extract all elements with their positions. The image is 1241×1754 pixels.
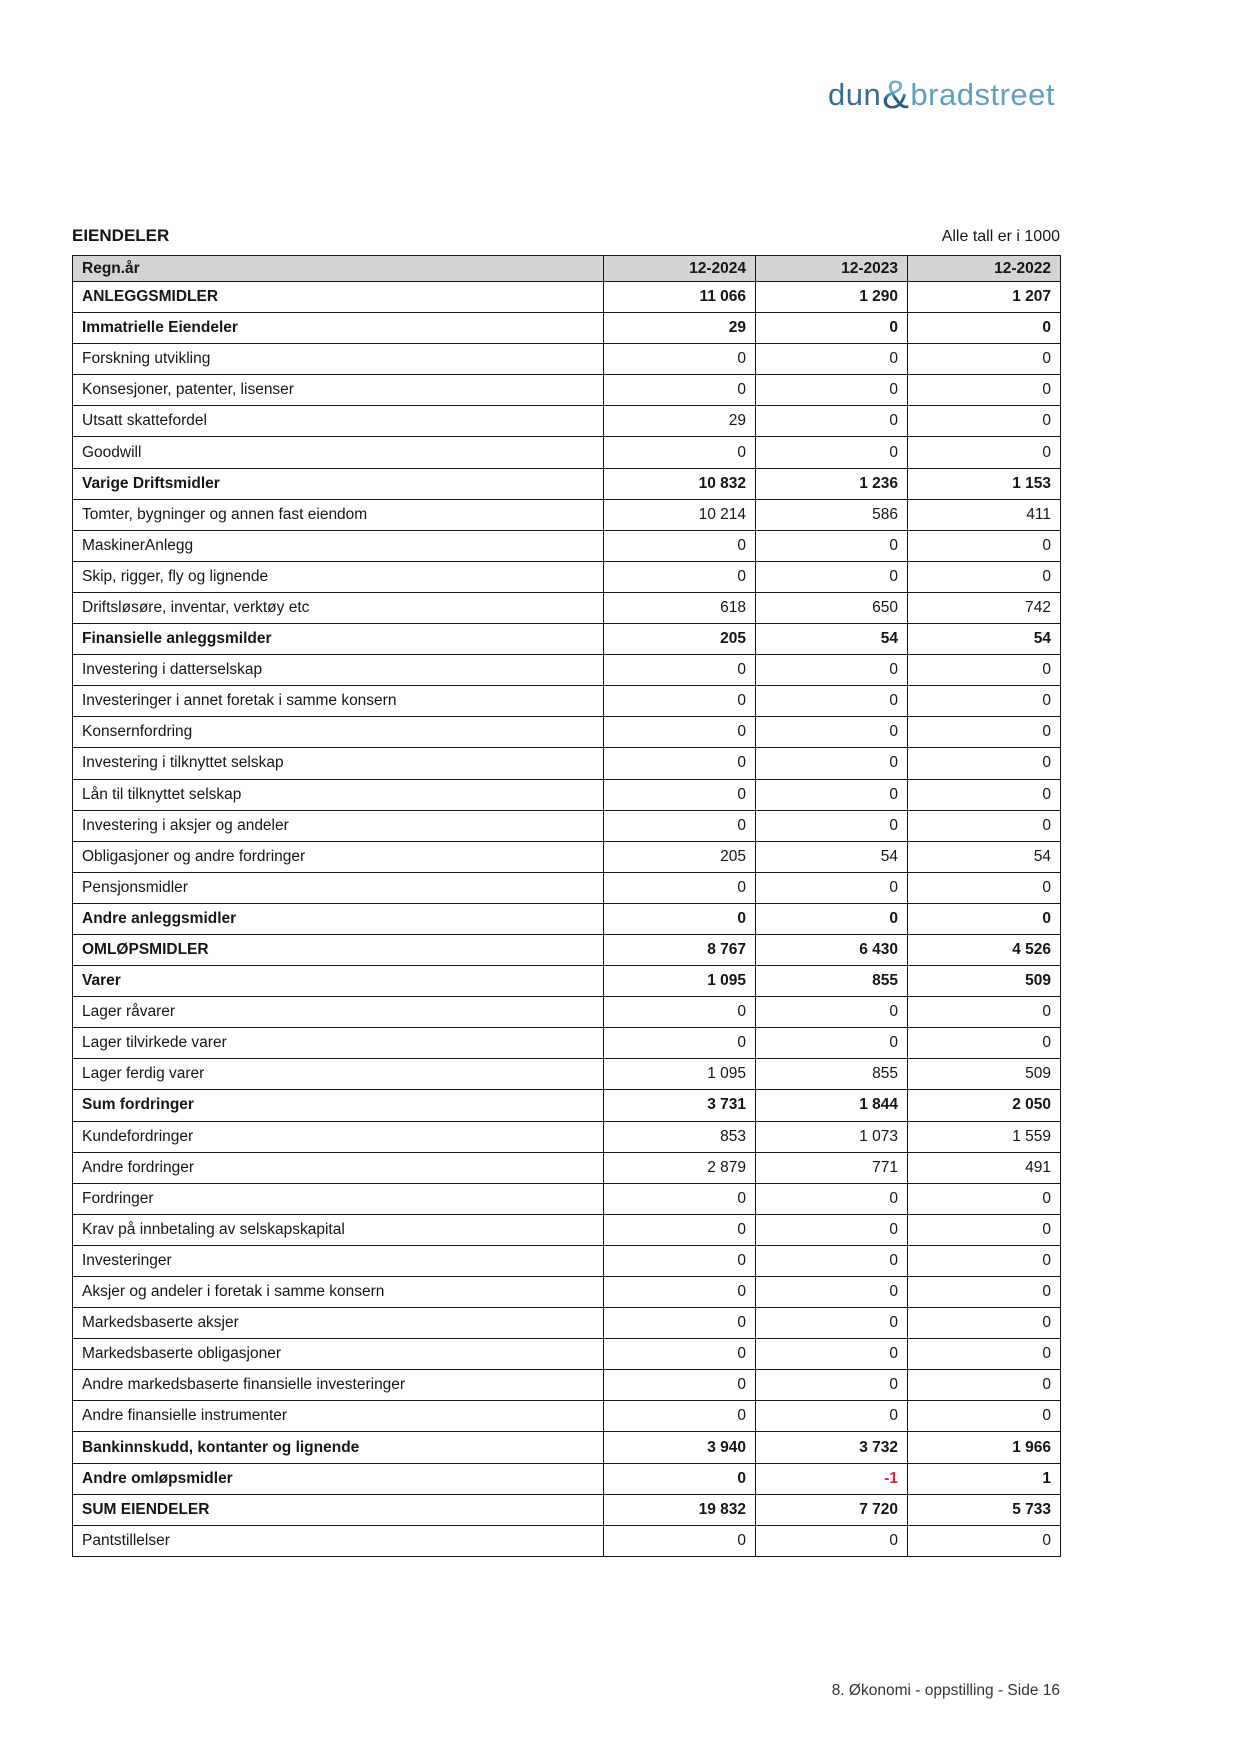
value-cell: 0 (604, 1370, 756, 1401)
value-cell: 0 (756, 997, 908, 1028)
ampersand-icon: & (882, 73, 910, 117)
value-cell: 0 (908, 375, 1061, 406)
value-cell: 0 (604, 1308, 756, 1339)
value-cell: 0 (756, 313, 908, 344)
row-label: Utsatt skattefordel (73, 406, 604, 437)
table-row (73, 903, 1061, 934)
value-cell: 8 767 (604, 934, 756, 965)
table-row (73, 1059, 1061, 1090)
value-cell: 1 844 (756, 1090, 908, 1121)
table-row (73, 841, 1061, 872)
row-label: OMLØPSMIDLER (73, 934, 604, 965)
table-row (73, 1308, 1061, 1339)
value-cell: 0 (604, 1183, 756, 1214)
row-label: Investering i tilknyttet selskap (73, 748, 604, 779)
value-cell: 1 966 (908, 1432, 1061, 1463)
column-header-12-2022: 12-2022 (908, 256, 1061, 282)
value-cell: 509 (908, 1059, 1061, 1090)
row-label: Investeringer (73, 1245, 604, 1276)
value-cell: 0 (604, 1525, 756, 1556)
table-row (73, 1277, 1061, 1308)
row-label: SUM EIENDELER (73, 1494, 604, 1525)
value-cell: 19 832 (604, 1494, 756, 1525)
table-row (73, 1090, 1061, 1121)
value-cell: 0 (756, 437, 908, 468)
row-label: Konsesjoner, patenter, lisenser (73, 375, 604, 406)
table-row (73, 1401, 1061, 1432)
value-cell: 0 (756, 344, 908, 375)
value-cell: 0 (604, 872, 756, 903)
value-cell: 0 (604, 1277, 756, 1308)
row-label: Driftsløsøre, inventar, verktøy etc (73, 592, 604, 623)
value-cell: 3 732 (756, 1432, 908, 1463)
table-row (73, 1370, 1061, 1401)
row-label: Forskning utvikling (73, 344, 604, 375)
value-cell: 54 (908, 841, 1061, 872)
table-row (73, 468, 1061, 499)
value-cell: 1 (908, 1463, 1061, 1494)
value-cell: 11 066 (604, 282, 756, 313)
value-cell: 0 (908, 406, 1061, 437)
value-cell: 1 153 (908, 468, 1061, 499)
row-label: Obligasjoner og andre fordringer (73, 841, 604, 872)
value-cell: 4 526 (908, 934, 1061, 965)
value-cell: 1 236 (756, 468, 908, 499)
table-row (73, 779, 1061, 810)
value-cell: 1 095 (604, 1059, 756, 1090)
value-cell: 1 207 (908, 282, 1061, 313)
value-cell: 0 (604, 530, 756, 561)
value-cell: 742 (908, 592, 1061, 623)
value-cell: 0 (604, 561, 756, 592)
value-cell: 0 (908, 1308, 1061, 1339)
value-cell: 0 (756, 406, 908, 437)
value-cell: 205 (604, 624, 756, 655)
units-note: Alle tall er i 1000 (941, 228, 1060, 245)
logo-text-dun: dun (828, 77, 882, 112)
value-cell: 0 (756, 561, 908, 592)
value-cell: 509 (908, 966, 1061, 997)
table-row (73, 375, 1061, 406)
value-cell: 0 (908, 437, 1061, 468)
table-row (73, 624, 1061, 655)
value-cell: 0 (604, 655, 756, 686)
table-row (73, 499, 1061, 530)
row-label: Markedsbaserte obligasjoner (73, 1339, 604, 1370)
row-label: Tomter, bygninger og annen fast eiendom (73, 499, 604, 530)
value-cell: 0 (908, 1339, 1061, 1370)
value-cell: 205 (604, 841, 756, 872)
value-cell: 1 095 (604, 966, 756, 997)
row-label: Konsernfordring (73, 717, 604, 748)
value-cell: 0 (756, 1525, 908, 1556)
value-cell: 0 (604, 375, 756, 406)
value-cell: 0 (756, 779, 908, 810)
value-cell: 7 720 (756, 1494, 908, 1525)
value-cell: 1 073 (756, 1121, 908, 1152)
value-cell: 0 (604, 1401, 756, 1432)
value-cell: 3 731 (604, 1090, 756, 1121)
row-label: Lån til tilknyttet selskap (73, 779, 604, 810)
table-row (73, 1463, 1061, 1494)
row-label: Markedsbaserte aksjer (73, 1308, 604, 1339)
table-row (73, 934, 1061, 965)
value-cell: 0 (756, 1183, 908, 1214)
value-cell: 54 (756, 841, 908, 872)
value-cell: 0 (604, 1463, 756, 1494)
value-cell: 0 (908, 1277, 1061, 1308)
table-row (73, 810, 1061, 841)
value-cell: 0 (756, 1277, 908, 1308)
value-cell: 54 (908, 624, 1061, 655)
value-cell: 0 (756, 1370, 908, 1401)
value-cell: 0 (604, 903, 756, 934)
table-row (73, 1183, 1061, 1214)
value-cell: 0 (756, 655, 908, 686)
column-header-12-2023: 12-2023 (756, 256, 908, 282)
table-row (73, 561, 1061, 592)
value-cell: 0 (908, 344, 1061, 375)
row-label: Andre anleggsmidler (73, 903, 604, 934)
value-cell: 491 (908, 1152, 1061, 1183)
value-cell: 29 (604, 313, 756, 344)
value-cell: 0 (756, 686, 908, 717)
row-label: Krav på innbetaling av selskapskapital (73, 1214, 604, 1245)
row-label: Varer (73, 966, 604, 997)
value-cell: 0 (908, 779, 1061, 810)
value-cell: 0 (604, 779, 756, 810)
value-cell: 411 (908, 499, 1061, 530)
value-cell: 855 (756, 966, 908, 997)
value-cell: 2 050 (908, 1090, 1061, 1121)
table-row (73, 997, 1061, 1028)
table-row (73, 1339, 1061, 1370)
value-cell: 0 (908, 655, 1061, 686)
table-row (73, 406, 1061, 437)
value-cell: 0 (908, 1525, 1061, 1556)
row-label: Immatrielle Eiendeler (73, 313, 604, 344)
row-label: ANLEGGSMIDLER (73, 282, 604, 313)
value-cell: 0 (908, 872, 1061, 903)
row-label: Investering i datterselskap (73, 655, 604, 686)
page-footer: 8. Økonomi - oppstilling - Side 16 (831, 1682, 1060, 1699)
table-row (73, 1028, 1061, 1059)
table-row (73, 1432, 1061, 1463)
value-cell: 0 (756, 375, 908, 406)
value-cell: 0 (756, 1401, 908, 1432)
row-label: Bankinnskudd, kontanter og lignende (73, 1432, 604, 1463)
table-row (73, 655, 1061, 686)
value-cell: 650 (756, 592, 908, 623)
value-cell: 0 (604, 997, 756, 1028)
section-title: EIENDELER (72, 226, 170, 245)
value-cell: 0 (908, 903, 1061, 934)
row-label: Kundefordringer (73, 1121, 604, 1152)
row-label: Goodwill (73, 437, 604, 468)
value-cell: 0 (908, 810, 1061, 841)
row-label: MaskinerAnlegg (73, 530, 604, 561)
value-cell: 0 (604, 1028, 756, 1059)
value-cell: 0 (908, 748, 1061, 779)
column-header-regnar: Regn.år (73, 256, 604, 282)
value-cell: 10 214 (604, 499, 756, 530)
table-row (73, 966, 1061, 997)
table-row (73, 1214, 1061, 1245)
value-cell: 3 940 (604, 1432, 756, 1463)
value-cell: 0 (756, 1339, 908, 1370)
logo-text-bradstreet: bradstreet (910, 77, 1055, 112)
table-row (73, 313, 1061, 344)
value-cell: 853 (604, 1121, 756, 1152)
value-cell: 6 430 (756, 934, 908, 965)
row-label: Lager råvarer (73, 997, 604, 1028)
value-cell: 586 (756, 499, 908, 530)
table-row (73, 282, 1061, 313)
value-cell: 0 (908, 686, 1061, 717)
value-cell: 0 (756, 872, 908, 903)
row-label: Sum fordringer (73, 1090, 604, 1121)
value-cell: 0 (908, 1028, 1061, 1059)
row-label: Pensjonsmidler (73, 872, 604, 903)
value-cell: 618 (604, 592, 756, 623)
table-row (73, 717, 1061, 748)
balance-sheet-table (72, 255, 1061, 1557)
value-cell: 0 (908, 997, 1061, 1028)
value-cell: 0 (604, 686, 756, 717)
value-cell: -1 (756, 1463, 908, 1494)
value-cell: 0 (908, 1401, 1061, 1432)
table-heading-line (72, 226, 1060, 246)
table-body (73, 282, 1061, 1557)
table-row (73, 1121, 1061, 1152)
value-cell: 0 (604, 1214, 756, 1245)
table-row (73, 530, 1061, 561)
value-cell: 0 (908, 530, 1061, 561)
value-cell: 0 (908, 1370, 1061, 1401)
value-cell: 855 (756, 1059, 908, 1090)
value-cell: 0 (756, 1214, 908, 1245)
value-cell: 0 (908, 1245, 1061, 1276)
value-cell: 0 (604, 344, 756, 375)
value-cell: 0 (908, 1214, 1061, 1245)
value-cell: 0 (756, 1308, 908, 1339)
row-label: Andre markedsbaserte finansielle investeringer (73, 1370, 604, 1401)
value-cell: 0 (908, 1183, 1061, 1214)
value-cell: 0 (908, 313, 1061, 344)
row-label: Varige Driftsmidler (73, 468, 604, 499)
table-row (73, 748, 1061, 779)
table-row (73, 1245, 1061, 1276)
table-header-row (73, 256, 1061, 282)
value-cell: 29 (604, 406, 756, 437)
row-label: Aksjer og andeler i foretak i samme konsern (73, 1277, 604, 1308)
table-row (73, 592, 1061, 623)
value-cell: 0 (756, 810, 908, 841)
row-label: Andre fordringer (73, 1152, 604, 1183)
row-label: Fordringer (73, 1183, 604, 1214)
value-cell: 0 (604, 748, 756, 779)
value-cell: 0 (756, 717, 908, 748)
row-label: Investeringer i annet foretak i samme konsern (73, 686, 604, 717)
value-cell: 0 (604, 717, 756, 748)
row-label: Andre omløpsmidler (73, 1463, 604, 1494)
row-label: Andre finansielle instrumenter (73, 1401, 604, 1432)
value-cell: 0 (756, 903, 908, 934)
value-cell: 0 (908, 561, 1061, 592)
value-cell: 10 832 (604, 468, 756, 499)
table-row (73, 1525, 1061, 1556)
dun-bradstreet-logo (828, 73, 1055, 117)
row-label: Pantstillelser (73, 1525, 604, 1556)
value-cell: 1 559 (908, 1121, 1061, 1152)
column-header-12-2024: 12-2024 (604, 256, 756, 282)
value-cell: 771 (756, 1152, 908, 1183)
value-cell: 1 290 (756, 282, 908, 313)
value-cell: 0 (756, 1028, 908, 1059)
value-cell: 0 (604, 810, 756, 841)
row-label: Investering i aksjer og andeler (73, 810, 604, 841)
value-cell: 0 (604, 437, 756, 468)
table-row (73, 437, 1061, 468)
value-cell: 2 879 (604, 1152, 756, 1183)
row-label: Finansielle anleggsmilder (73, 624, 604, 655)
value-cell: 5 733 (908, 1494, 1061, 1525)
table-row (73, 686, 1061, 717)
value-cell: 0 (908, 717, 1061, 748)
row-label: Lager ferdig varer (73, 1059, 604, 1090)
table-row (73, 1152, 1061, 1183)
table-row (73, 344, 1061, 375)
value-cell: 0 (756, 530, 908, 561)
value-cell: 0 (604, 1339, 756, 1370)
value-cell: 0 (756, 748, 908, 779)
value-cell: 54 (756, 624, 908, 655)
table-row (73, 1494, 1061, 1525)
value-cell: 0 (756, 1245, 908, 1276)
row-label: Skip, rigger, fly og lignende (73, 561, 604, 592)
table-row (73, 872, 1061, 903)
value-cell: 0 (604, 1245, 756, 1276)
row-label: Lager tilvirkede varer (73, 1028, 604, 1059)
